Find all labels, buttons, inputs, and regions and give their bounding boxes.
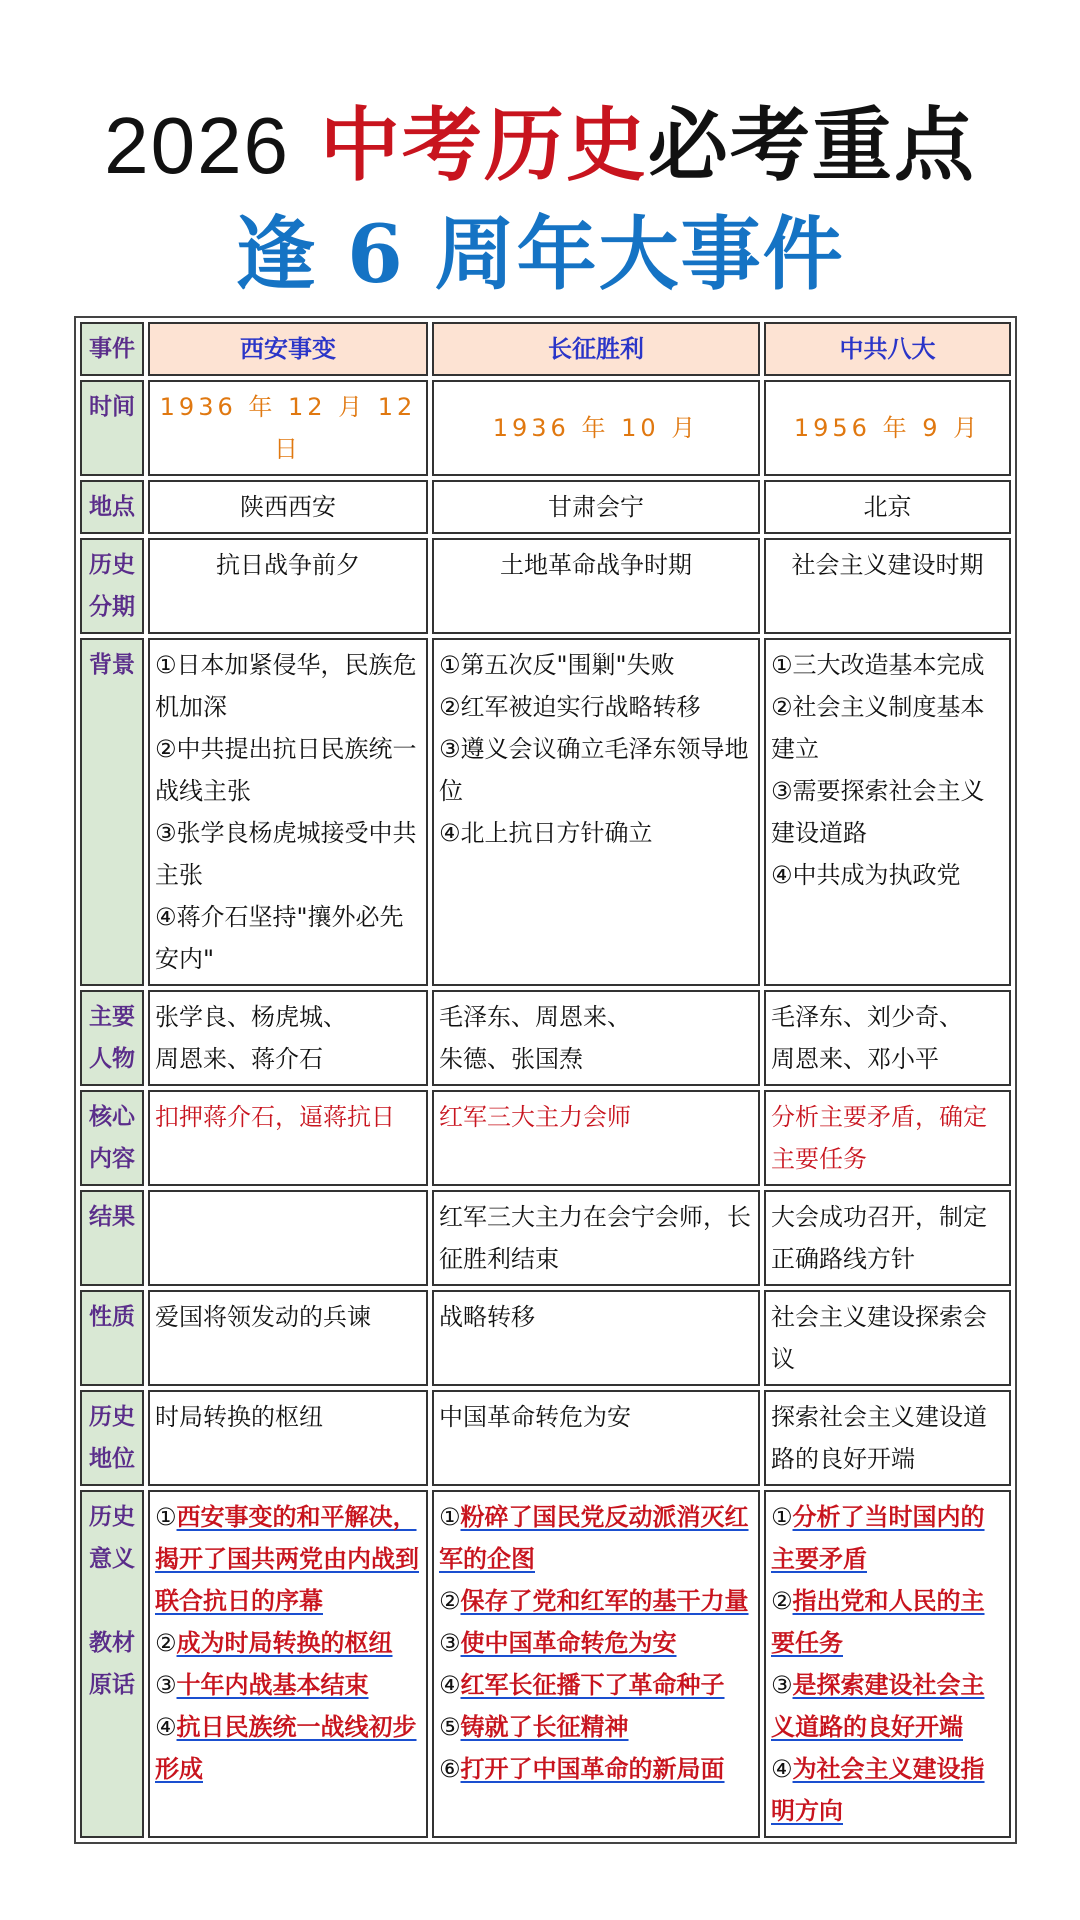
row-significance <box>80 1490 1011 1838</box>
event-period: 土地革命战争时期 <box>432 538 760 634</box>
event-result: 红军三大主力在会宁会师，长征胜利结束 <box>432 1190 760 1286</box>
significance-item <box>439 1748 753 1790</box>
page-title <box>0 98 1080 194</box>
event-significance <box>764 1490 1011 1838</box>
event-people <box>764 990 1011 1086</box>
background-item: ③遵义会议确立毛泽东领导地位 <box>439 735 749 805</box>
label-line: 历史 <box>89 1504 135 1530</box>
row-time <box>80 380 1011 476</box>
significance-item <box>771 1664 1004 1748</box>
events-table <box>74 316 1017 1844</box>
row-event <box>80 322 1011 376</box>
label-time: 时间 <box>80 380 144 476</box>
item-text: 粉碎了国民党反动派消灭红军的企图 <box>439 1502 749 1573</box>
significance-item <box>771 1580 1004 1664</box>
item-marker: ③ <box>771 1671 793 1699</box>
background-item: ①第五次反"围剿"失败 <box>439 651 675 679</box>
page-subtitle: 逢 6 周年大事件 <box>235 207 845 301</box>
significance-item <box>439 1496 753 1580</box>
background-item: ②红军被迫实行战略转移 <box>439 693 701 721</box>
title-year: 2026 <box>104 101 291 190</box>
event-status: 探索社会主义建设道路的良好开端 <box>764 1390 1011 1486</box>
label-nature: 性质 <box>80 1290 144 1386</box>
event-core: 分析主要矛盾，确定主要任务 <box>764 1090 1011 1186</box>
event-people <box>432 990 760 1086</box>
background-item: ③张学良杨虎城接受中共主张 <box>155 819 417 889</box>
row-people <box>80 990 1011 1086</box>
label-event: 事件 <box>80 322 144 376</box>
item-text: 为社会主义建设指明方向 <box>771 1754 985 1825</box>
event-place: 甘肃会宁 <box>432 480 760 534</box>
event-result <box>148 1190 428 1286</box>
label-line: 教材 <box>89 1630 135 1656</box>
label-significance <box>80 1490 144 1838</box>
event-core: 扣押蒋介石，逼蒋抗日 <box>148 1090 428 1186</box>
label-line: 内容 <box>89 1146 135 1172</box>
event-status: 中国革命转危为安 <box>432 1390 760 1486</box>
row-background <box>80 638 1011 986</box>
event-significance <box>432 1490 760 1838</box>
row-period <box>80 538 1011 634</box>
row-nature <box>80 1290 1011 1386</box>
event-place: 北京 <box>764 480 1011 534</box>
item-text: 西安事变的和平解决，揭开了国共两党由内战到联合抗日的序幕 <box>155 1502 419 1615</box>
item-marker: ② <box>155 1629 177 1657</box>
event-place: 陕西西安 <box>148 480 428 534</box>
background-item: ②社会主义制度基本建立 <box>771 693 985 763</box>
item-text: 是探索建设社会主义道路的良好开端 <box>771 1670 985 1741</box>
item-text: 抗日民族统一战线初步形成 <box>155 1712 417 1783</box>
label-line: 人物 <box>89 1046 135 1072</box>
event-nature: 社会主义建设探索会议 <box>764 1290 1011 1386</box>
event-time: 1956 年 9 月 <box>764 380 1011 476</box>
event-period: 社会主义建设时期 <box>764 538 1011 634</box>
row-core <box>80 1090 1011 1186</box>
item-text: 打开了中国革命的新局面 <box>460 1754 725 1783</box>
item-marker: ④ <box>771 1755 793 1783</box>
background-item: ②中共提出抗日民族统一战线主张 <box>155 735 417 805</box>
row-status <box>80 1390 1011 1486</box>
item-text: 分析了当时国内的主要矛盾 <box>771 1502 985 1573</box>
event-status: 时局转换的枢纽 <box>148 1390 428 1486</box>
significance-item <box>155 1622 421 1664</box>
background-item: ④北上抗日方针确立 <box>439 819 653 847</box>
item-marker: ③ <box>155 1671 177 1699</box>
background-item: ④蒋介石坚持"攘外必先安内" <box>155 903 404 973</box>
background-item: ①日本加紧侵华，民族危机加深 <box>155 651 417 721</box>
event-background <box>148 638 428 986</box>
label-line: 主要 <box>89 1004 135 1030</box>
significance-item <box>771 1496 1004 1580</box>
significance-item <box>439 1580 753 1622</box>
label-place: 地点 <box>80 480 144 534</box>
people-line: 毛泽东、刘少奇、 <box>771 1003 963 1031</box>
event-significance <box>148 1490 428 1838</box>
significance-item <box>155 1496 421 1622</box>
event-name: 长征胜利 <box>432 322 760 376</box>
row-place <box>80 480 1011 534</box>
label-core <box>80 1090 144 1186</box>
item-text: 十年内战基本结束 <box>176 1670 369 1699</box>
item-marker: ① <box>771 1503 793 1531</box>
title-red-part: 中考历史 <box>319 99 648 192</box>
item-text: 成为时局转换的枢纽 <box>176 1628 393 1657</box>
row-result <box>80 1190 1011 1286</box>
label-background: 背景 <box>80 638 144 986</box>
event-core: 红军三大主力会师 <box>432 1090 760 1186</box>
item-text: 红军长征播下了革命种子 <box>460 1670 725 1699</box>
people-line: 周恩来、蒋介石 <box>155 1045 323 1073</box>
people-line: 毛泽东、周恩来、 <box>439 1003 631 1031</box>
item-text: 保存了党和红军的基干力量 <box>460 1586 749 1615</box>
label-people <box>80 990 144 1086</box>
label-line: 分期 <box>89 594 135 620</box>
label-line: 核心 <box>89 1104 135 1130</box>
item-marker: ⑤ <box>439 1713 461 1741</box>
item-text: 使中国革命转危为安 <box>460 1628 677 1657</box>
item-marker: ② <box>439 1587 461 1615</box>
background-item: ①三大改造基本完成 <box>771 651 985 679</box>
label-line: 历史 <box>89 552 135 578</box>
item-marker: ④ <box>155 1713 177 1741</box>
background-item: ③需要探索社会主义建设道路 <box>771 777 985 847</box>
people-line: 朱德、张国焘 <box>439 1045 583 1073</box>
label-line: 原话 <box>89 1672 135 1698</box>
significance-item <box>439 1664 753 1706</box>
title-black-part: 必考重点 <box>647 99 976 192</box>
event-background <box>764 638 1011 986</box>
event-people <box>148 990 428 1086</box>
event-name: 中共八大 <box>764 322 1011 376</box>
significance-item <box>439 1622 753 1664</box>
label-period <box>80 538 144 634</box>
events-table-wrap <box>74 316 1009 1844</box>
item-text: 铸就了长征精神 <box>460 1712 629 1741</box>
event-nature: 爱国将领发动的兵谏 <box>148 1290 428 1386</box>
label-status <box>80 1390 144 1486</box>
event-result: 大会成功召开，制定正确路线方针 <box>764 1190 1011 1286</box>
item-marker: ① <box>439 1503 461 1531</box>
label-line: 地位 <box>89 1446 135 1472</box>
significance-item <box>155 1706 421 1790</box>
label-line: 意义 <box>89 1546 135 1572</box>
event-background <box>432 638 760 986</box>
event-nature: 战略转移 <box>432 1290 760 1386</box>
event-period: 抗日战争前夕 <box>148 538 428 634</box>
item-marker: ⑥ <box>439 1755 461 1783</box>
event-name: 西安事变 <box>148 322 428 376</box>
significance-item <box>771 1748 1004 1832</box>
event-time: 1936 年 12 月 12 日 <box>148 380 428 476</box>
background-item: ④中共成为执政党 <box>771 861 961 889</box>
item-marker: ③ <box>439 1629 461 1657</box>
item-marker: ② <box>771 1587 793 1615</box>
item-text: 指出党和人民的主要任务 <box>771 1586 985 1657</box>
label-line: 历史 <box>89 1404 135 1430</box>
people-line: 周恩来、邓小平 <box>771 1045 939 1073</box>
event-time: 1936 年 10 月 <box>432 380 760 476</box>
item-marker: ④ <box>439 1671 461 1699</box>
people-line: 张学良、杨虎城、 <box>155 1003 347 1031</box>
item-marker: ① <box>155 1503 177 1531</box>
significance-item <box>439 1706 753 1748</box>
label-result: 结果 <box>80 1190 144 1286</box>
significance-item <box>155 1664 421 1706</box>
